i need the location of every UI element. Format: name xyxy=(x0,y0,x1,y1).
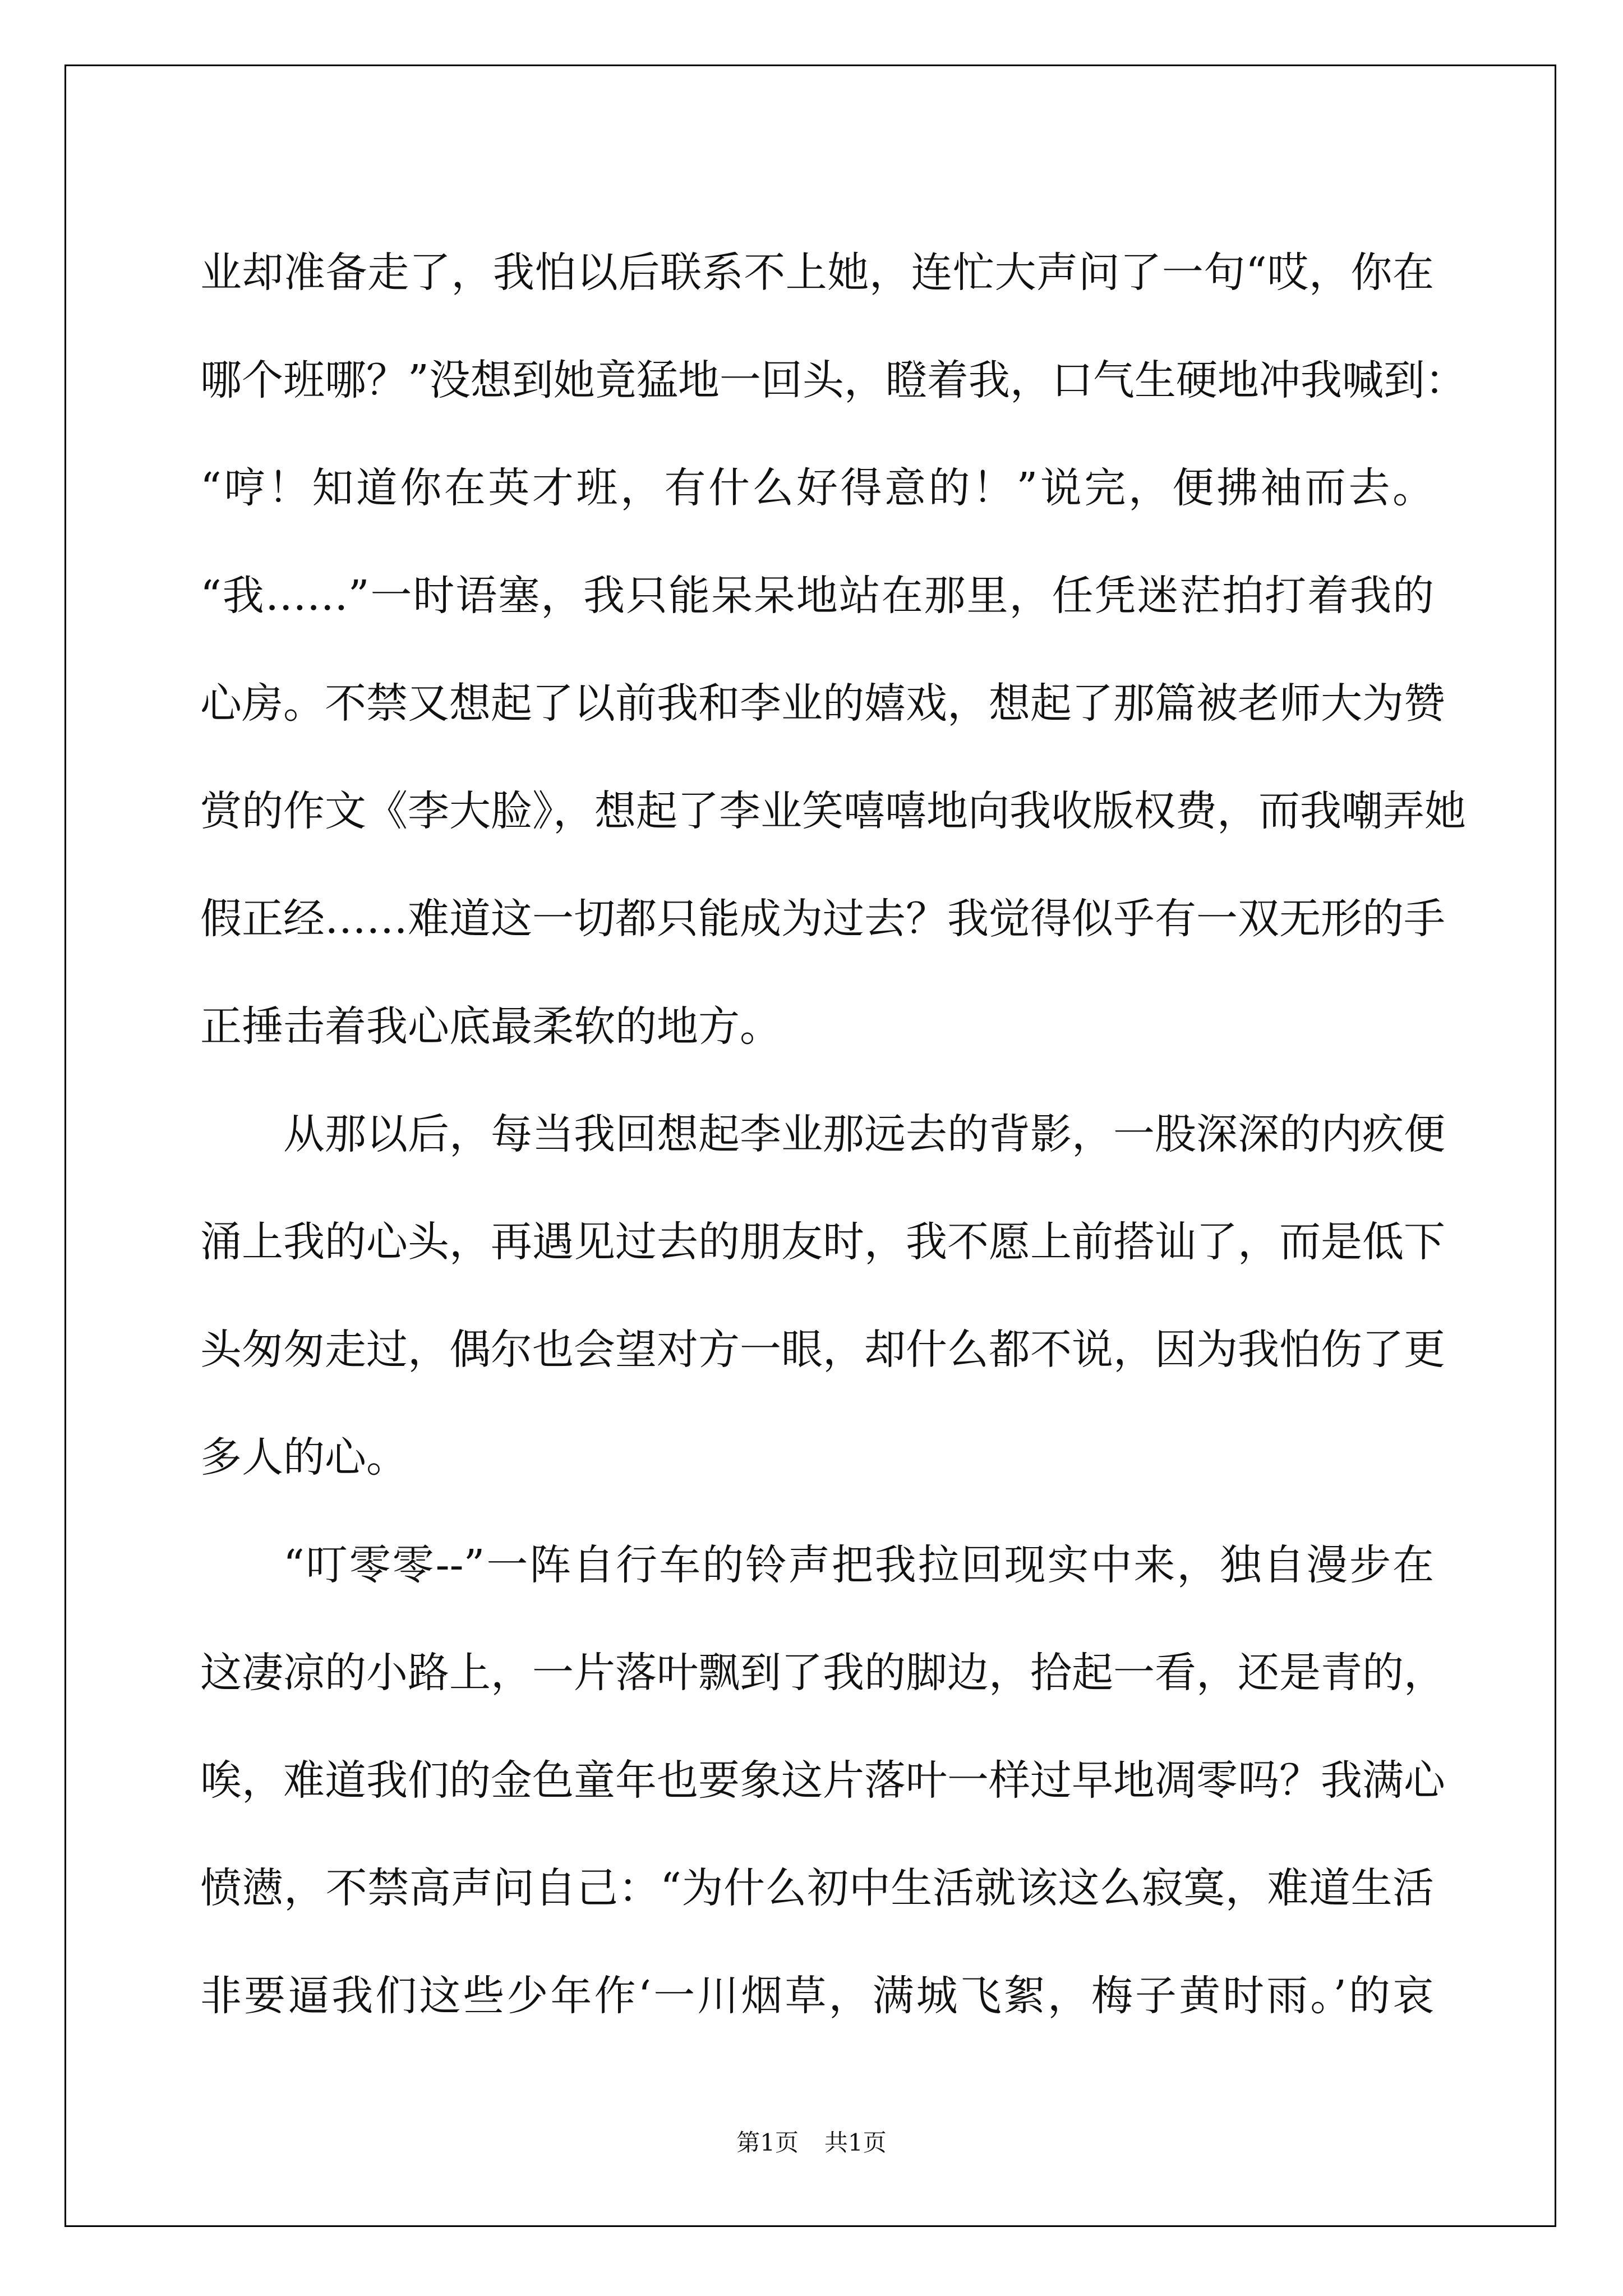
text-line: 这凄凉的小路上，一片落叶飘到了我的脚边，拾起一看，还是青的， xyxy=(200,1649,1445,1697)
page-footer xyxy=(0,2126,1623,2160)
text-line: 哪个班哪？”没想到她竟猛地一回头，瞪着我，口气生硬地冲我喊到： xyxy=(200,356,1467,404)
text-line: 多人的心。 xyxy=(200,1433,408,1481)
document-body xyxy=(200,219,1467,2050)
text-line: 赏的作文《李大脸》，想起了李业笑嘻嘻地向我收版权费，而我嘲弄她 xyxy=(200,787,1466,835)
text-line: 头匆匆走过，偶尔也会望对方一眼，却什么都不说，因为我怕伤了更 xyxy=(200,1326,1445,1374)
text-line: “哼！知道你在英才班，有什么好得意的！”说完，便拂袖而去。 xyxy=(200,464,1434,512)
text-line: 愤懑，不禁高声问自己：“为什么初中生活就该这么寂寞，难道生活 xyxy=(200,1864,1434,1912)
text-line: 业却准备走了，我怕以后联系不上她，连忙大声问了一句“哎，你在 xyxy=(200,249,1434,297)
text-line: 假正经……难道这一切都只能成为过去？我觉得似乎有一双无形的手 xyxy=(200,895,1445,943)
page-number: 第1页 xyxy=(736,2129,799,2156)
text-line: 唉，难道我们的金色童年也要象这片落叶一样过早地凋零吗？我满心 xyxy=(200,1756,1445,1805)
text-line: 心房。不禁又想起了以前我和李业的嬉戏，想起了那篇被老师大为赞 xyxy=(200,679,1445,728)
text-line: 从那以后，每当我回想起李业那远去的背影，一股深深的内疚便 xyxy=(283,1110,1445,1158)
text-line: “我……”一时语塞，我只能呆呆地站在那里，任凭迷茫拍打着我的 xyxy=(200,572,1434,620)
text-line: 正捶击着我心底最柔软的地方。 xyxy=(200,1002,781,1051)
text-line: “叮零零--”一阵自行车的铃声把我拉回现实中来，独自漫步在 xyxy=(283,1541,1434,1589)
page-total: 共1页 xyxy=(824,2129,887,2156)
text-line: 涌上我的心头，再遇见过去的朋友时，我不愿上前搭讪了，而是低下 xyxy=(200,1218,1445,1266)
text-line: 非要逼我们这些少年作‘一川烟草，满城飞絮，梅子黄时雨。’的哀 xyxy=(200,1972,1434,2020)
